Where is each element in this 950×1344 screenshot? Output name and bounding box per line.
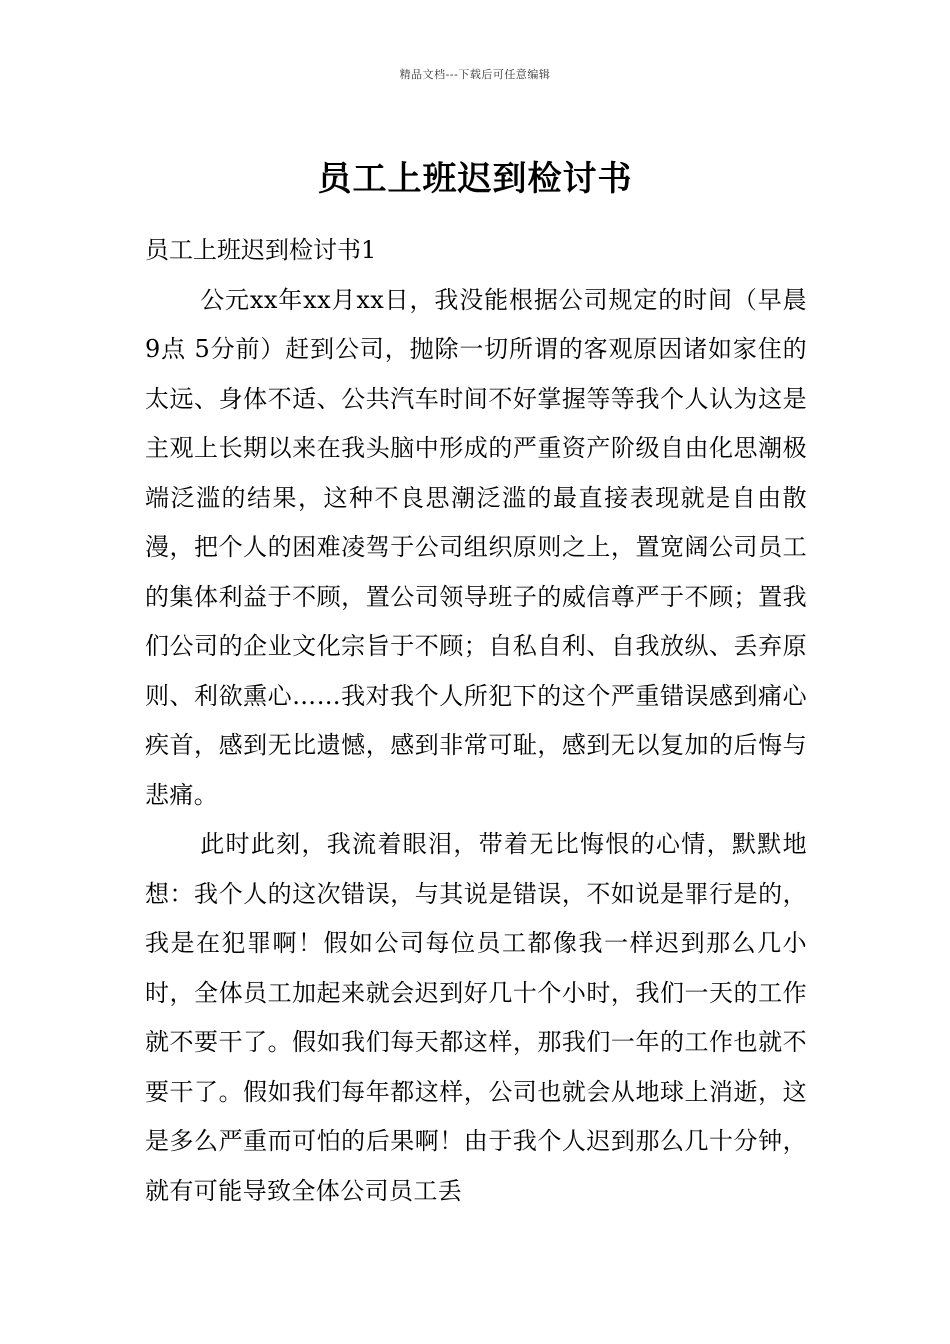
- section-heading: 员工上班迟到检讨书1: [145, 236, 377, 264]
- paragraph-1: 公元xx年xx月xx日，我没能根据公司规定的时间（早晨9点 5分前）赶到公司，抛除一切所谓的客观原因诸如家住的太远、身体不适、公共汽车时间不好掌握等等我个人认为这是主观上长期以来在我头脑中形成的严重资产阶级自由化思潮极端泛滥的结果，这种不良思潮泛滥的最直接表现就是自由散漫，把个人的困难凌驾于公司组织原则之上，置宽阔公司员工的集体利益于不顾，置公司领导班子的威信尊严于不顾；置我们公司的企业文化宗旨于不顾；自私自利、自我放纵、丢弃原则、利欲熏心……我对我个人所犯下的这个严重错误感到痛心疾首，感到无比遗憾，感到非常可耻，感到无以复加的后悔与悲痛。: [145, 285, 807, 809]
- paragraph-2: 此时此刻，我流着眼泪，带着无比悔恨的心情，默默地想：我个人的这次错误，与其说是错误，不如说是罪行是的，我是在犯罪啊！假如公司每位员工都像我一样迟到那么几小时，全体员工加起来就会迟到好几十个小时，我们一天的工作就不要干了。假如我们每天都这样，那我们一年的工作也就不要干了。假如我们每年都这样，公司也就会从地球上消逝，这是多么严重而可怕的后果啊！由于我个人迟到那么几十分钟，就有可能导致全体公司员工丢: [145, 830, 807, 1205]
- page-header-note: 精品文档---下载后可任意编辑: [399, 68, 551, 81]
- document-title: 员工上班迟到检讨书: [317, 158, 633, 199]
- document-body: [145, 226, 807, 1216]
